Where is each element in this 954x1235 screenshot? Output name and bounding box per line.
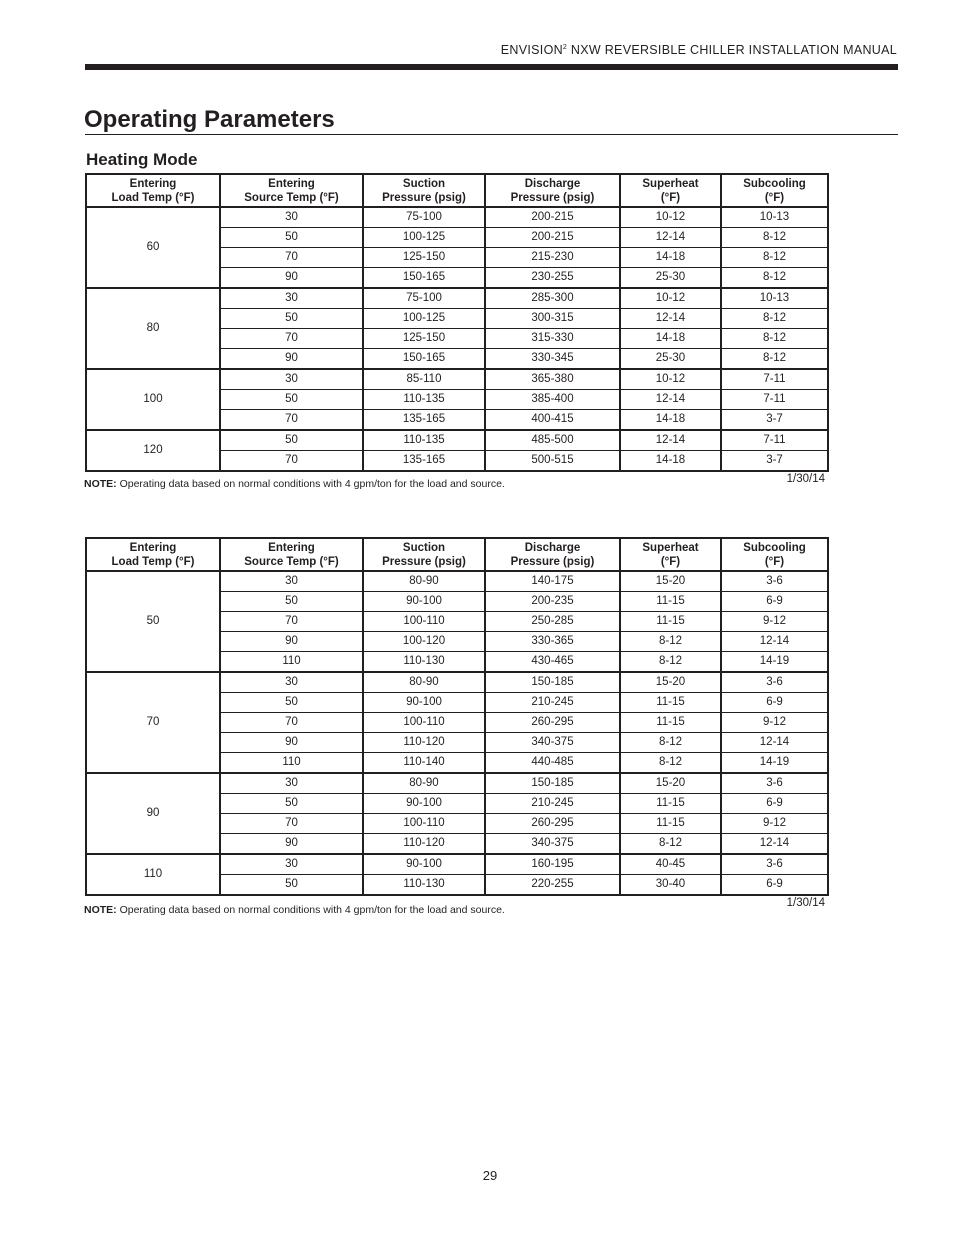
column-header-line: (°F) [764, 191, 785, 204]
suction-pressure-cell: 110-135 [363, 430, 485, 451]
column-header [86, 538, 220, 571]
superheat-cell: 15-20 [620, 571, 721, 592]
column-header-line: Entering [129, 177, 177, 190]
discharge-pressure-cell: 385-400 [485, 390, 620, 410]
column-header-line: Entering [129, 541, 177, 554]
column-header-line: Subcooling [743, 541, 806, 554]
suction-pressure-cell: 90-100 [363, 592, 485, 612]
superheat-cell: 11-15 [620, 693, 721, 713]
column-header-line: (°F) [660, 191, 681, 204]
superheat-cell: 14-18 [620, 410, 721, 431]
subcooling-cell: 7-11 [721, 430, 828, 451]
suction-pressure-cell: 100-110 [363, 713, 485, 733]
heating-date-stamp: 1/30/14 [786, 473, 825, 485]
entering-load-temp-cell: 100 [86, 369, 220, 430]
column-header-line: Superheat [642, 177, 699, 190]
column-header [220, 538, 363, 571]
subcooling-cell: 3-6 [721, 773, 828, 794]
suction-pressure-cell: 110-120 [363, 834, 485, 855]
discharge-pressure-cell: 215-230 [485, 248, 620, 268]
entering-source-temp-cell: 50 [220, 794, 363, 814]
header-brand: ENVISION [500, 43, 563, 57]
entering-load-temp-cell: 60 [86, 207, 220, 288]
subcooling-cell: 8-12 [721, 309, 828, 329]
cooling-note [84, 904, 505, 916]
subcooling-cell: 3-7 [721, 410, 828, 431]
table-row [86, 207, 828, 228]
discharge-pressure-cell: 150-185 [485, 773, 620, 794]
superheat-cell: 8-12 [620, 733, 721, 753]
superheat-cell: 11-15 [620, 592, 721, 612]
superheat-cell: 8-12 [620, 834, 721, 855]
subcooling-cell: 8-12 [721, 248, 828, 268]
table-header-row [86, 538, 828, 571]
subcooling-cell: 9-12 [721, 612, 828, 632]
discharge-pressure-cell: 300-315 [485, 309, 620, 329]
entering-source-temp-cell: 50 [220, 430, 363, 451]
column-header [620, 174, 721, 207]
suction-pressure-cell: 85-110 [363, 369, 485, 390]
discharge-pressure-cell: 260-295 [485, 814, 620, 834]
column-header-line: Suction [402, 177, 446, 190]
suction-pressure-cell: 125-150 [363, 329, 485, 349]
discharge-pressure-cell: 210-245 [485, 794, 620, 814]
subcooling-cell: 9-12 [721, 814, 828, 834]
entering-source-temp-cell: 90 [220, 349, 363, 370]
suction-pressure-cell: 135-165 [363, 451, 485, 472]
suction-pressure-cell: 100-125 [363, 309, 485, 329]
entering-source-temp-cell: 30 [220, 207, 363, 228]
column-header [363, 174, 485, 207]
table-row [86, 672, 828, 693]
suction-pressure-cell: 110-120 [363, 733, 485, 753]
note-label: NOTE: [84, 904, 117, 916]
suction-pressure-cell: 100-110 [363, 612, 485, 632]
superheat-cell: 15-20 [620, 672, 721, 693]
entering-source-temp-cell: 50 [220, 390, 363, 410]
column-header [220, 174, 363, 207]
discharge-pressure-cell: 430-465 [485, 652, 620, 673]
subcooling-cell: 6-9 [721, 794, 828, 814]
table-header-row [86, 174, 828, 207]
note-text: Operating data based on normal conditions with 4 gpm/ton for the load and source. [116, 904, 505, 916]
subcooling-cell: 12-14 [721, 834, 828, 855]
cooling-mode-table [85, 537, 829, 896]
column-header-line: Subcooling [743, 177, 806, 190]
discharge-pressure-cell: 160-195 [485, 854, 620, 875]
subcooling-cell: 3-7 [721, 451, 828, 472]
entering-source-temp-cell: 50 [220, 309, 363, 329]
column-header-line: Superheat [642, 541, 699, 554]
column-header-line: Pressure (psig) [510, 555, 595, 568]
heating-section-title: Heating Mode [86, 150, 198, 169]
column-header [620, 538, 721, 571]
subcooling-cell: 7-11 [721, 369, 828, 390]
heating-note [84, 478, 505, 490]
superheat-cell: 12-14 [620, 309, 721, 329]
column-header-line: Discharge [524, 541, 581, 554]
column-header-line: (°F) [764, 555, 785, 568]
column-header-line: Entering [268, 541, 315, 554]
entering-source-temp-cell: 30 [220, 571, 363, 592]
superheat-cell: 10-12 [620, 288, 721, 309]
entering-source-temp-cell: 70 [220, 713, 363, 733]
superheat-cell: 40-45 [620, 854, 721, 875]
subcooling-cell: 10-13 [721, 288, 828, 309]
superheat-cell: 11-15 [620, 713, 721, 733]
suction-pressure-cell: 80-90 [363, 773, 485, 794]
column-header-line: Pressure (psig) [382, 555, 466, 568]
cooling-date-stamp: 1/30/14 [786, 897, 825, 909]
superheat-cell: 11-15 [620, 814, 721, 834]
column-header-line: (°F) [660, 555, 681, 568]
column-header-line: Load Temp (°F) [111, 191, 195, 204]
column-header [485, 174, 620, 207]
discharge-pressure-cell: 440-485 [485, 753, 620, 774]
superheat-cell: 10-12 [620, 207, 721, 228]
discharge-pressure-cell: 285-300 [485, 288, 620, 309]
entering-source-temp-cell: 70 [220, 410, 363, 431]
discharge-pressure-cell: 220-255 [485, 875, 620, 896]
entering-source-temp-cell: 30 [220, 854, 363, 875]
superheat-cell: 14-18 [620, 248, 721, 268]
subcooling-cell: 8-12 [721, 349, 828, 370]
entering-source-temp-cell: 90 [220, 733, 363, 753]
superheat-cell: 12-14 [620, 430, 721, 451]
column-header-line: Discharge [524, 177, 581, 190]
entering-load-temp-cell: 80 [86, 288, 220, 369]
discharge-pressure-cell: 330-345 [485, 349, 620, 370]
table-row [86, 369, 828, 390]
superheat-cell: 8-12 [620, 652, 721, 673]
title-rule [85, 134, 898, 135]
discharge-pressure-cell: 230-255 [485, 268, 620, 289]
entering-source-temp-cell: 70 [220, 451, 363, 472]
superheat-cell: 25-30 [620, 268, 721, 289]
subcooling-cell: 12-14 [721, 632, 828, 652]
entering-source-temp-cell: 30 [220, 773, 363, 794]
suction-pressure-cell: 100-125 [363, 228, 485, 248]
entering-source-temp-cell: 30 [220, 288, 363, 309]
discharge-pressure-cell: 330-365 [485, 632, 620, 652]
column-header-line: Pressure (psig) [382, 191, 466, 204]
subcooling-cell: 10-13 [721, 207, 828, 228]
column-header [721, 538, 828, 571]
column-header [363, 538, 485, 571]
table-row [86, 430, 828, 451]
entering-source-temp-cell: 50 [220, 693, 363, 713]
page-title: Operating Parameters [84, 106, 335, 133]
page-number: 29 [482, 1168, 498, 1183]
suction-pressure-cell: 100-120 [363, 632, 485, 652]
column-header-line: Suction [402, 541, 446, 554]
suction-pressure-cell: 90-100 [363, 794, 485, 814]
superheat-cell: 11-15 [620, 612, 721, 632]
subcooling-cell: 6-9 [721, 875, 828, 896]
column-header-line: Load Temp (°F) [111, 555, 195, 568]
entering-source-temp-cell: 30 [220, 672, 363, 693]
column-header [86, 174, 220, 207]
column-header [485, 538, 620, 571]
column-header-line: Source Temp (°F) [244, 191, 339, 204]
subcooling-cell: 3-6 [721, 672, 828, 693]
superheat-cell: 8-12 [620, 753, 721, 774]
header-title: NXW REVERSIBLE CHILLER INSTALLATION MANUAL [567, 43, 897, 57]
entering-load-temp-cell: 90 [86, 773, 220, 854]
superheat-cell: 14-18 [620, 329, 721, 349]
discharge-pressure-cell: 140-175 [485, 571, 620, 592]
note-text: Operating data based on normal conditions with 4 gpm/ton for the load and source. [116, 478, 505, 490]
column-header-line: Source Temp (°F) [244, 555, 339, 568]
note-label: NOTE: [84, 478, 117, 490]
discharge-pressure-cell: 200-215 [485, 207, 620, 228]
discharge-pressure-cell: 200-235 [485, 592, 620, 612]
entering-source-temp-cell: 50 [220, 228, 363, 248]
suction-pressure-cell: 90-100 [363, 693, 485, 713]
entering-source-temp-cell: 70 [220, 612, 363, 632]
entering-source-temp-cell: 110 [220, 652, 363, 673]
subcooling-cell: 6-9 [721, 592, 828, 612]
superheat-cell: 12-14 [620, 390, 721, 410]
table-row [86, 571, 828, 592]
column-header-line: Entering [268, 177, 315, 190]
entering-source-temp-cell: 90 [220, 834, 363, 855]
superheat-cell: 12-14 [620, 228, 721, 248]
column-header [721, 174, 828, 207]
suction-pressure-cell: 150-165 [363, 349, 485, 370]
entering-load-temp-cell: 50 [86, 571, 220, 672]
superheat-cell: 11-15 [620, 794, 721, 814]
discharge-pressure-cell: 210-245 [485, 693, 620, 713]
manual-header [501, 43, 897, 57]
heating-mode-table [85, 173, 829, 472]
suction-pressure-cell: 125-150 [363, 248, 485, 268]
suction-pressure-cell: 110-130 [363, 875, 485, 896]
discharge-pressure-cell: 150-185 [485, 672, 620, 693]
discharge-pressure-cell: 500-515 [485, 451, 620, 472]
subcooling-cell: 8-12 [721, 228, 828, 248]
superheat-cell: 25-30 [620, 349, 721, 370]
entering-source-temp-cell: 70 [220, 814, 363, 834]
discharge-pressure-cell: 200-215 [485, 228, 620, 248]
entering-source-temp-cell: 30 [220, 369, 363, 390]
discharge-pressure-cell: 315-330 [485, 329, 620, 349]
subcooling-cell: 9-12 [721, 713, 828, 733]
suction-pressure-cell: 80-90 [363, 571, 485, 592]
column-header-line: Pressure (psig) [510, 191, 595, 204]
entering-source-temp-cell: 110 [220, 753, 363, 774]
discharge-pressure-cell: 340-375 [485, 834, 620, 855]
entering-load-temp-cell: 120 [86, 430, 220, 471]
entering-source-temp-cell: 70 [220, 329, 363, 349]
discharge-pressure-cell: 485-500 [485, 430, 620, 451]
suction-pressure-cell: 110-130 [363, 652, 485, 673]
discharge-pressure-cell: 340-375 [485, 733, 620, 753]
subcooling-cell: 7-11 [721, 390, 828, 410]
entering-load-temp-cell: 70 [86, 672, 220, 773]
superheat-cell: 30-40 [620, 875, 721, 896]
suction-pressure-cell: 75-100 [363, 288, 485, 309]
entering-load-temp-cell: 110 [86, 854, 220, 895]
superheat-cell: 8-12 [620, 632, 721, 652]
suction-pressure-cell: 90-100 [363, 854, 485, 875]
suction-pressure-cell: 150-165 [363, 268, 485, 289]
entering-source-temp-cell: 50 [220, 875, 363, 896]
subcooling-cell: 8-12 [721, 268, 828, 289]
suction-pressure-cell: 80-90 [363, 672, 485, 693]
subcooling-cell: 14-19 [721, 652, 828, 673]
subcooling-cell: 8-12 [721, 329, 828, 349]
entering-source-temp-cell: 50 [220, 592, 363, 612]
table-row [86, 773, 828, 794]
superheat-cell: 14-18 [620, 451, 721, 472]
suction-pressure-cell: 135-165 [363, 410, 485, 431]
suction-pressure-cell: 75-100 [363, 207, 485, 228]
header-rule [85, 64, 898, 70]
subcooling-cell: 3-6 [721, 571, 828, 592]
subcooling-cell: 6-9 [721, 693, 828, 713]
subcooling-cell: 3-6 [721, 854, 828, 875]
discharge-pressure-cell: 260-295 [485, 713, 620, 733]
header-superscript: 2 [562, 43, 568, 51]
suction-pressure-cell: 110-135 [363, 390, 485, 410]
table-row [86, 288, 828, 309]
superheat-cell: 15-20 [620, 773, 721, 794]
superheat-cell: 10-12 [620, 369, 721, 390]
discharge-pressure-cell: 365-380 [485, 369, 620, 390]
suction-pressure-cell: 110-140 [363, 753, 485, 774]
discharge-pressure-cell: 250-285 [485, 612, 620, 632]
entering-source-temp-cell: 90 [220, 268, 363, 289]
entering-source-temp-cell: 90 [220, 632, 363, 652]
entering-source-temp-cell: 70 [220, 248, 363, 268]
suction-pressure-cell: 100-110 [363, 814, 485, 834]
discharge-pressure-cell: 400-415 [485, 410, 620, 431]
subcooling-cell: 14-19 [721, 753, 828, 774]
subcooling-cell: 12-14 [721, 733, 828, 753]
table-row [86, 854, 828, 875]
